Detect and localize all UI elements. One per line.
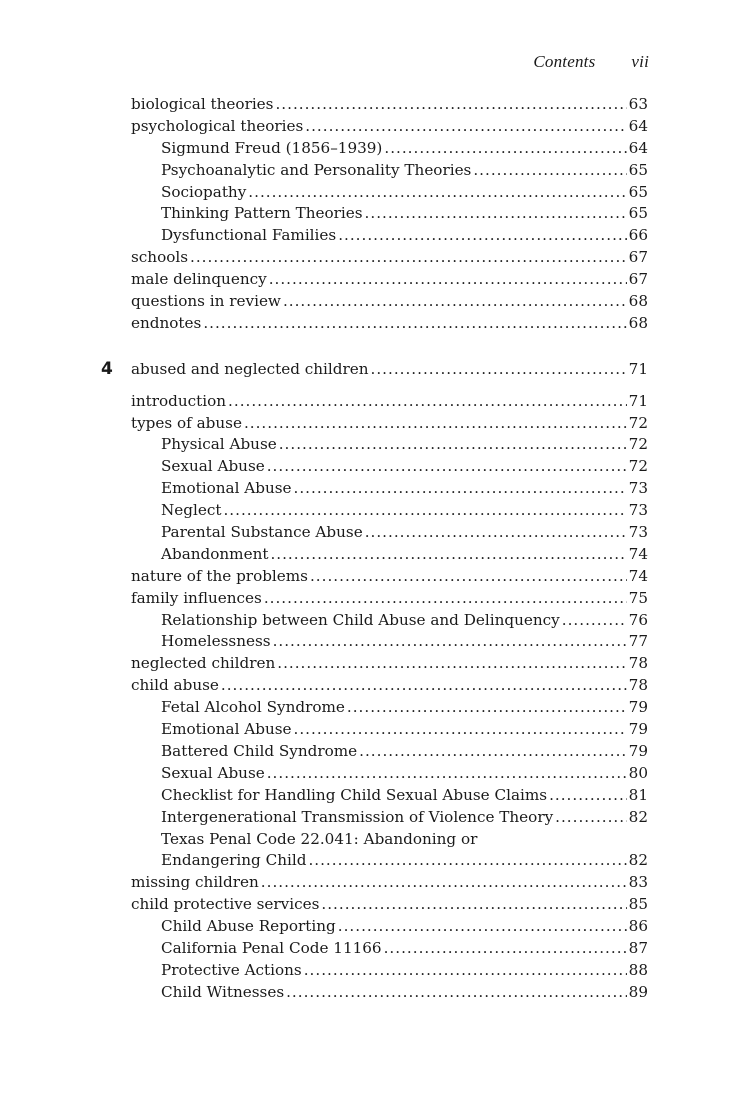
toc-entry-label: Checklist for Handling Child Sexual Abuse Claims <box>161 785 548 804</box>
toc-entry-page: 68 <box>628 292 648 311</box>
toc-entry-label: Texas Penal Code 22.041: Abandoning or <box>161 829 478 848</box>
toc-subentry[interactable] <box>131 916 648 938</box>
toc-entry-label: nature of the problems <box>131 566 308 585</box>
toc-entry-page: 83 <box>628 873 648 892</box>
toc-entry-page: 86 <box>628 917 648 936</box>
toc-entry-page: 79 <box>628 741 648 760</box>
dot-leader <box>270 544 626 566</box>
toc-entry-label: Homelessness <box>161 632 271 651</box>
dot-leader <box>283 291 627 313</box>
toc-entry[interactable] <box>131 313 648 335</box>
chapter-page: 71 <box>628 359 648 378</box>
dot-leader <box>321 894 626 916</box>
dot-leader <box>384 138 626 160</box>
dot-leader <box>338 916 627 938</box>
toc-entry-label: Protective Actions <box>161 960 302 979</box>
dot-leader <box>365 522 627 544</box>
dot-leader <box>277 653 626 675</box>
toc-subentry[interactable] <box>131 182 648 204</box>
chapter-title: abused and neglected children <box>131 359 369 378</box>
toc-entry-label: Endangering Child <box>161 851 307 870</box>
toc-entry-label: endnotes <box>131 313 202 332</box>
toc-entry-page: 72 <box>628 457 648 476</box>
toc-subentry[interactable] <box>131 982 648 1004</box>
dot-leader <box>294 478 627 500</box>
toc-entry-label: Intergenerational Transmission of Violence Theory <box>161 807 554 826</box>
chapter-number: 4 <box>101 358 113 379</box>
toc-entry-label: Relationship between Child Abuse and Delinquency <box>161 610 560 629</box>
toc-subentry[interactable] <box>131 829 648 851</box>
chapter-entry <box>131 359 648 381</box>
toc-entry-label: Sexual Abuse <box>161 457 265 476</box>
toc-entry-label: Fetal Alcohol Syndrome <box>161 698 345 717</box>
toc-subentry[interactable] <box>131 203 648 225</box>
toc-subentry[interactable] <box>131 785 648 807</box>
toc-subentry[interactable] <box>131 807 648 829</box>
toc-entry-page: 74 <box>628 566 648 585</box>
toc-entry-label: Sexual Abuse <box>161 763 265 782</box>
toc-entry-label: psychological theories <box>131 116 304 135</box>
toc-subentry[interactable] <box>131 763 648 785</box>
dot-leader <box>264 588 627 610</box>
toc-entry-label: Thinking Pattern Theories <box>161 204 363 223</box>
toc-subentry[interactable] <box>131 225 648 247</box>
dot-leader <box>267 456 627 478</box>
dot-leader <box>555 807 627 829</box>
toc-entry-label: child protective services <box>131 895 320 914</box>
toc-entry[interactable] <box>131 291 648 313</box>
toc-entry-page: 65 <box>628 160 648 179</box>
toc-entry-label: California Penal Code 11166 <box>161 938 382 957</box>
toc-subentry[interactable] <box>131 850 648 872</box>
toc-subentry[interactable] <box>131 631 648 653</box>
toc-entry-page: 74 <box>628 544 648 563</box>
toc-entry-label: Physical Abuse <box>161 435 277 454</box>
toc-entry-label: child abuse <box>131 676 219 695</box>
toc-subentry[interactable] <box>131 456 648 478</box>
header-page-number: vii <box>631 52 649 71</box>
toc-entry-page: 71 <box>628 391 648 410</box>
toc-entry-page: 63 <box>628 95 648 113</box>
toc-entry[interactable] <box>131 269 648 291</box>
toc-subentry[interactable] <box>131 719 648 741</box>
toc-entry-page: 65 <box>628 182 648 201</box>
toc-entry-page: 77 <box>628 632 648 651</box>
toc-entry-page: 82 <box>628 851 648 870</box>
toc-subentry[interactable] <box>131 741 648 763</box>
toc-subentry[interactable] <box>131 160 648 182</box>
toc-entry[interactable] <box>131 391 648 413</box>
dot-leader <box>304 960 627 982</box>
toc-subentry[interactable] <box>131 610 648 632</box>
dot-leader <box>203 313 626 335</box>
dot-leader <box>305 116 626 138</box>
toc-entry-label: questions in review <box>131 292 281 311</box>
dot-leader <box>190 247 627 269</box>
toc-entry[interactable] <box>131 653 648 675</box>
table-of-contents <box>101 94 648 1004</box>
toc-entry-page: 78 <box>628 676 648 695</box>
toc-entry-label: Psychoanalytic and Personality Theories <box>161 160 472 179</box>
toc-entry-page: 79 <box>628 720 648 739</box>
toc-entry-label: male delinquency <box>131 270 267 289</box>
toc-section-previous-chapter <box>131 94 648 335</box>
toc-subentry[interactable] <box>131 960 648 982</box>
dot-leader <box>275 94 626 116</box>
toc-entry-page: 85 <box>628 895 648 914</box>
dot-leader <box>248 182 626 204</box>
toc-entry[interactable] <box>131 247 648 269</box>
dot-leader <box>338 225 626 247</box>
toc-entry-label: family influences <box>131 588 262 607</box>
dot-leader <box>365 203 627 225</box>
toc-entry-label: Sigmund Freud (1856–1939) <box>161 138 383 157</box>
toc-entry[interactable] <box>131 894 648 916</box>
toc-subentry[interactable] <box>131 434 648 456</box>
dot-leader <box>310 566 627 588</box>
toc-entry-label: neglected children <box>131 654 276 673</box>
toc-subentry[interactable] <box>131 500 648 522</box>
toc-entry-page: 80 <box>628 763 648 782</box>
toc-entry-label: types of abuse <box>131 413 242 432</box>
header-title: Contents <box>533 52 596 71</box>
toc-entry-page: 82 <box>628 807 648 826</box>
toc-entry-page: 76 <box>628 610 648 629</box>
dot-leader <box>359 741 627 763</box>
toc-subentry[interactable] <box>131 138 648 160</box>
dot-leader <box>371 359 627 381</box>
toc-entry-label: introduction <box>131 391 227 410</box>
toc-entry-page: 88 <box>628 960 648 979</box>
toc-entry[interactable] <box>131 675 648 697</box>
toc-subentry[interactable] <box>131 478 648 500</box>
toc-entry[interactable] <box>131 116 648 138</box>
toc-entry[interactable] <box>131 872 648 894</box>
toc-entry-page: 75 <box>628 588 648 607</box>
toc-entry-page: 67 <box>628 248 648 267</box>
toc-entry-page: 64 <box>628 116 648 135</box>
toc-subentry[interactable] <box>131 544 648 566</box>
toc-entry-label: Neglect <box>161 501 222 520</box>
toc-entry-page: 65 <box>628 204 648 223</box>
toc-entry-label: Abandonment <box>161 544 269 563</box>
dot-leader <box>261 872 627 894</box>
toc-entry-page: 68 <box>628 313 648 332</box>
toc-entry-label: Emotional Abuse <box>161 479 292 498</box>
toc-entry-label: Emotional Abuse <box>161 720 292 739</box>
dot-leader <box>273 631 627 653</box>
toc-entry-page: 87 <box>628 938 648 957</box>
dot-leader <box>269 269 627 291</box>
dot-leader <box>244 413 627 435</box>
toc-entry-label: Battered Child Syndrome <box>161 741 358 760</box>
dot-leader <box>294 719 627 741</box>
dot-leader <box>228 391 627 413</box>
dot-leader <box>279 434 627 456</box>
toc-entry-label: Parental Substance Abuse <box>161 523 363 542</box>
toc-entry-label: Sociopathy <box>161 182 247 201</box>
toc-entry-label: Child Abuse Reporting <box>161 917 336 936</box>
running-header <box>533 52 649 72</box>
dot-leader <box>473 160 626 182</box>
toc-entry-page: 67 <box>628 270 648 289</box>
dot-leader <box>347 697 627 719</box>
toc-entry[interactable] <box>131 566 648 588</box>
dot-leader <box>223 500 626 522</box>
dot-leader <box>384 938 627 960</box>
toc-entry[interactable] <box>131 588 648 610</box>
toc-entry-page: 73 <box>628 479 648 498</box>
toc-entry-page: 73 <box>628 523 648 542</box>
dot-leader <box>221 675 627 697</box>
toc-entry-label: schools <box>131 248 189 267</box>
dot-leader <box>308 850 626 872</box>
dot-leader <box>286 982 627 1004</box>
toc-entry-label: biological theories <box>131 95 274 113</box>
toc-entry-page: 79 <box>628 698 648 717</box>
toc-entry-page: 81 <box>628 785 648 804</box>
toc-entry-page: 72 <box>628 435 648 454</box>
chapter-heading[interactable] <box>101 358 648 381</box>
toc-entry-page: 72 <box>628 413 648 432</box>
dot-leader <box>562 610 627 632</box>
toc-entry-label: missing children <box>131 873 259 892</box>
toc-section-chapter-4 <box>131 391 648 1004</box>
dot-leader <box>549 785 627 807</box>
toc-entry-label: Dysfunctional Families <box>161 226 337 245</box>
toc-entry-page: 64 <box>628 138 648 157</box>
toc-entry[interactable] <box>131 94 648 116</box>
toc-entry-page: 66 <box>628 226 648 245</box>
toc-entry[interactable] <box>131 413 648 435</box>
toc-entry-label: Child Witnesses <box>161 982 285 1001</box>
toc-entry-page: 78 <box>628 654 648 673</box>
toc-subentry[interactable] <box>131 938 648 960</box>
toc-subentry[interactable] <box>131 697 648 719</box>
toc-entry-page: 73 <box>628 501 648 520</box>
toc-subentry[interactable] <box>131 522 648 544</box>
toc-entry-page: 89 <box>628 982 648 1001</box>
dot-leader <box>267 763 627 785</box>
